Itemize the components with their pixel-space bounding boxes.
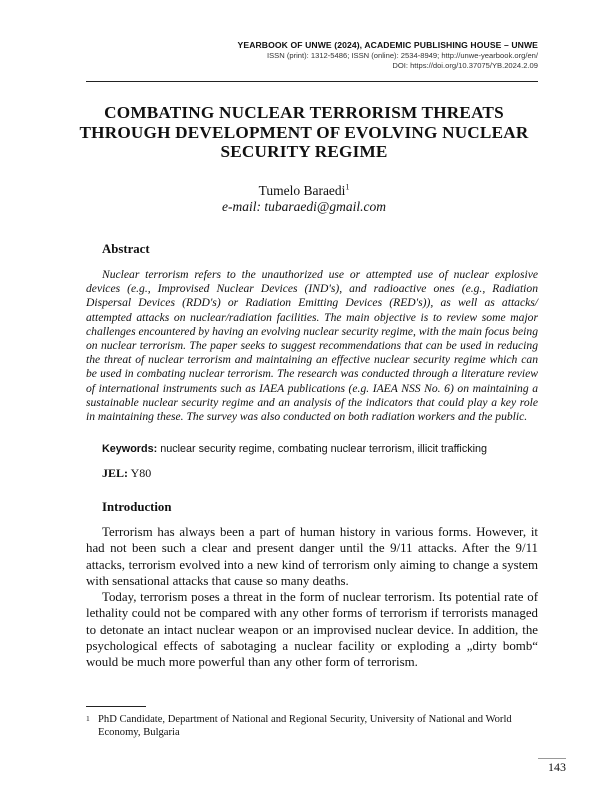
author-footnote-mark: 1 bbox=[345, 182, 350, 192]
keywords-text: nuclear security regime, combating nuclear terrorism, illicit trafficking bbox=[160, 443, 488, 455]
page-number: 143 bbox=[548, 760, 566, 774]
introduction-heading: Introduction bbox=[102, 500, 172, 514]
keywords-label: Keywords: bbox=[102, 443, 158, 455]
intro-paragraph: Today, terrorism poses a threat in the form of nuclear terrorism. Its potential rate of lethality could not be compared with any other forms of terrorism if terrorists managed to detonate an intact nuclear weapon or an improvised nuclear device. In addition, the psychological effects of sabotaging a nuclear facility or exploding a „dirty bomb“ would be much more powerful than any other form of terrorism. bbox=[86, 590, 538, 670]
issn-line: ISSN (print): 1312-5486; ISSN (online): 2534-8949; http://unwe-yearbook.org/en/ bbox=[267, 51, 538, 60]
intro-paragraph: Terrorism has always been a part of human history in various forms. However, it had not been such a clear and present danger until the 9/11 attacks. After the 9/11 attacks, terrorism evolved into a new kind of terrorism only aiming to change a system with sensational attacks that cause so many deaths. bbox=[86, 525, 538, 588]
author-line bbox=[70, 183, 538, 199]
journal-header bbox=[238, 40, 538, 71]
abstract-text: Nuclear terrorism refers to the unauthorized use or attempted use of nuclear explosive devices (e.g., Improvised Nuclear Devices (IND's), and radioactive ones (e.g., Radiation Dispersal Devices (RDD's) or Radiation Emitting Devices (RED's)), as well as attacks/ attempted attacks on nuclear/radiation facilities. The main objective is to review some major challenges encountered by having an evolving nuclear security regime, with the main focus being on nuclear terrorism. The paper seeks to suggest recommendations that can be used in reducing the threat of nuclear terrorism and maintaining an effective nuclear security regime which can be used in combating nuclear terrorism. The research was conducted through a literature review of international instruments such as IAEA publications (e.g. IAEA NSS No. 6) on maintaining a sustainable nuclear security regime and an analysis of the indicators that could play a key role in maintaining these. The survey was also conducted on both radiation workers and the public. bbox=[86, 268, 538, 424]
header-divider bbox=[86, 81, 538, 82]
abstract-heading: Abstract bbox=[102, 242, 150, 256]
author-name: Tumelo Baraedi bbox=[258, 183, 346, 198]
keywords bbox=[102, 443, 487, 455]
introduction-body bbox=[86, 524, 538, 671]
author-email: e-mail: tubaraedi@gmail.com bbox=[222, 199, 386, 214]
footnote-text: PhD Candidate, Department of National and Regional Security, University of National and World Economy, Bulgaria bbox=[98, 714, 512, 738]
page-number-rule bbox=[538, 758, 566, 759]
jel-value: Y80 bbox=[130, 466, 152, 480]
footnote-divider bbox=[86, 706, 146, 707]
jel-code bbox=[102, 466, 151, 481]
journal-name: YEARBOOK OF UNWE (2024), ACADEMIC PUBLISHING HOUSE – UNWE bbox=[237, 40, 538, 50]
doi-line: DOI: https://doi.org/10.37075/YB.2024.2.09 bbox=[392, 61, 538, 70]
paper-title: COMBATING NUCLEAR TERRORISM THREATS THROUGH DEVELOPMENT OF EVOLVING NUCLEAR SECURITY REGIME bbox=[79, 103, 529, 161]
footnote-mark: 1 bbox=[86, 714, 90, 723]
jel-label: JEL: bbox=[102, 466, 129, 480]
footnote bbox=[86, 713, 538, 739]
